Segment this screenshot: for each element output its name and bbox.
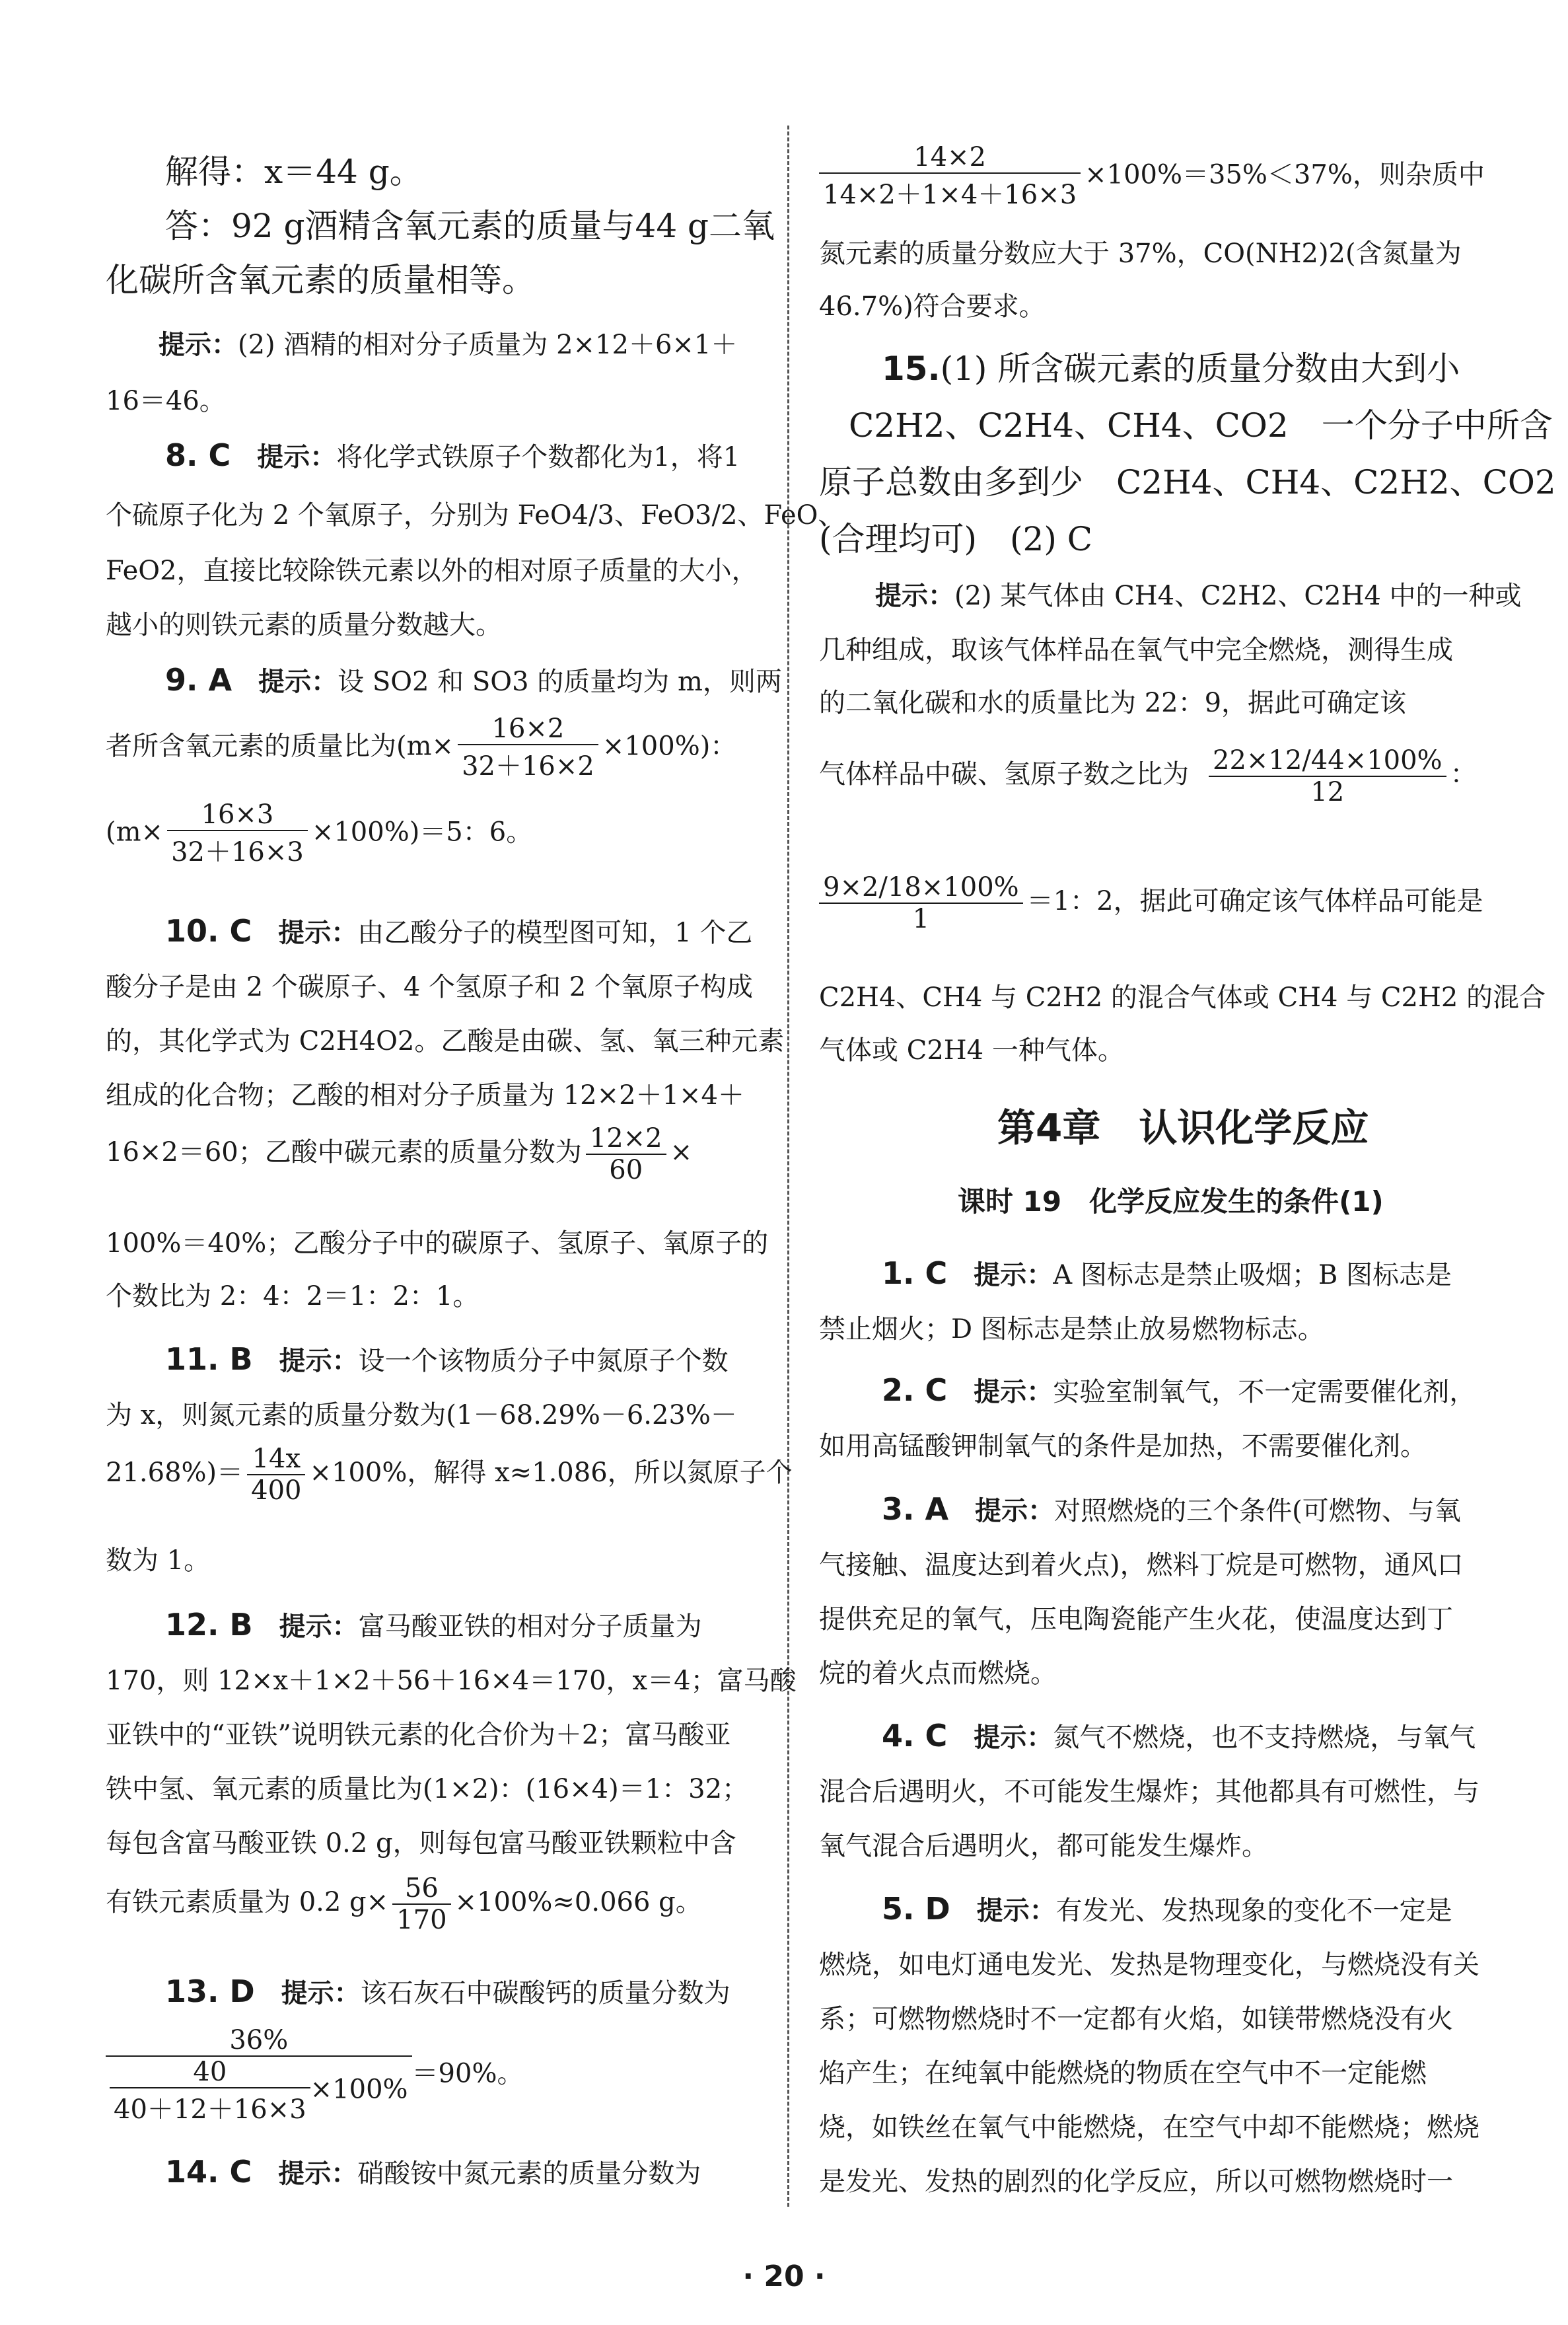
hint-label: 提示： (976, 1896, 1056, 1926)
text-segment: 者所含氧元素的质量比为(m× (106, 731, 454, 762)
answer-5 (882, 1890, 1452, 1927)
answer-text: (1) 所含碳元素的质量分数由大到小 (940, 350, 1460, 388)
formula-line (106, 1444, 793, 1506)
question-number: 10. C (165, 913, 252, 949)
question-15 (882, 342, 1460, 390)
text-line: 几种组成，取该气体样品在氧气中完全燃烧，测得生成 (819, 635, 1453, 665)
hint-line (159, 324, 737, 361)
hint-text: 该石灰石中碳酸钙的质量分数为 (360, 1978, 731, 2009)
lesson-title: 课时 19 化学反应发生的条件(1) (958, 1185, 1384, 1218)
question-number: 12. B (165, 1607, 253, 1642)
text-line: 焰产生；在纯氧中能燃烧的物质在空气中不一定能燃 (819, 2058, 1427, 2088)
text-line: C2H2、C2H4、CH4、CO2 一个分子中所含 (849, 406, 1553, 445)
text-line: 是发光、发热的剧烈的化学反应，所以可燃物燃烧时一 (819, 2166, 1453, 2197)
question-number: 8. C (165, 437, 231, 473)
numerator: 56 (392, 1873, 450, 1905)
text-line: 越小的则铁元素的质量分数越大。 (106, 610, 502, 640)
text-line: 气体或 C2H4 一种气体。 (819, 1035, 1124, 1066)
question-number: 11. B (165, 1341, 253, 1377)
hint-text: (2) 酒精的相对分子质量为 2×12＋6×1＋ (238, 330, 738, 360)
text-line: 混合后遇明火，不可能发生爆炸；其他都具有可燃性，与 (819, 1777, 1479, 1807)
hint-text: 由乙酸分子的模型图可知，1 个乙 (357, 918, 753, 948)
text-line: 每包含富马酸亚铁 0.2 g，则每包富马酸亚铁颗粒中含 (106, 1828, 736, 1859)
text-segment: ×100%)： (602, 731, 737, 762)
hint-text: 对照燃烧的三个条件(可燃物、与氧 (1054, 1496, 1461, 1526)
numerator: 16×2 (458, 714, 598, 745)
question-13 (165, 1972, 731, 2010)
hint-label: 提示： (278, 918, 358, 948)
text-segment: ×100%)＝5：6。 (311, 817, 533, 848)
chapter-title: 第4章 认识化学反应 (997, 1105, 1369, 1150)
fraction (819, 142, 1081, 211)
denominator: 170 (396, 1905, 447, 1935)
fraction (1209, 745, 1446, 807)
numerator: 9×2/18×100% (819, 872, 1023, 904)
answer-2 (882, 1371, 1476, 1409)
text-line: C2H4、CH4 与 C2H2 的混合气体或 CH4 与 C2H2 的混合 (819, 982, 1546, 1013)
fraction (458, 714, 598, 783)
text-line: 原子总数由多到少 C2H4、CH4、C2H2、CO2 (819, 463, 1556, 501)
hint-text: 氮气不燃烧，也不支持燃烧，与氧气 (1053, 1722, 1476, 1753)
fraction (167, 799, 308, 869)
text-segment: ＝1：2，据此可确定该气体样品可能是 (1026, 886, 1483, 916)
hint-label: 提示： (875, 581, 954, 611)
formula-line (106, 799, 532, 869)
question-number: 9. A (165, 662, 232, 698)
text-line: 酸分子是由 2 个碳原子、4 个氢原子和 2 个氧原子构成 (106, 972, 753, 1002)
hint-label: 提示： (279, 1346, 359, 1376)
text-segment: (m× (106, 817, 164, 848)
answer-4 (882, 1716, 1476, 1754)
hint-text: (2) 某气体由 CH4、C2H2、C2H4 中的一种或 (954, 581, 1522, 611)
formula-line (819, 872, 1483, 934)
formula-line (819, 745, 1477, 807)
text-segment: 21.68%)＝ (106, 1458, 244, 1488)
text-line: 组成的化合物；乙酸的相对分子质量为 12×2＋1×4＋ (106, 1080, 744, 1111)
formula-line (106, 1123, 692, 1185)
denominator: 32＋16×3 (171, 837, 304, 867)
page-number: · 20 · (742, 2260, 826, 2293)
fraction (247, 1444, 305, 1506)
text-line: 烷的着火点而燃烧。 (819, 1658, 1057, 1689)
hint-label: 提示： (258, 667, 338, 697)
denominator: 40＋12＋16×3 (114, 2094, 306, 2125)
question-11 (165, 1340, 729, 1378)
text-line: 燃烧，如电灯通电发光、发热是物理变化，与燃烧没有关 (819, 1950, 1479, 1980)
hint-label: 提示： (278, 2159, 358, 2189)
text-line: 烧，如铁丝在氧气中能燃烧，在空气中却不能燃烧；燃烧 (819, 2112, 1479, 2143)
answer-3 (882, 1490, 1461, 1528)
text-segment: ×100%≈0.066 g。 (454, 1887, 702, 1917)
text-line: 氧气混合后遇明火，都可能发生爆炸。 (819, 1831, 1268, 1861)
denominator: 14×2＋1×4＋16×3 (823, 180, 1077, 210)
hint-label: 提示： (975, 1496, 1055, 1526)
fraction (106, 2025, 412, 2126)
hint-label: 提示： (281, 1978, 361, 2009)
formula-line (819, 142, 1485, 211)
text-segment: × (670, 1137, 693, 1167)
question-8 (165, 436, 740, 474)
text-segment: ： (1450, 759, 1477, 790)
hint-label: 提示： (257, 442, 337, 472)
text-line: 100%＝40%；乙酸分子中的碳原子、氢原子、氧原子的 (106, 1228, 769, 1259)
hint-text: 有发光、发热现象的变化不一定是 (1055, 1896, 1452, 1926)
text-line: 个数比为 2：4：2＝1：2：1。 (106, 1281, 480, 1311)
hint-text: 设一个该物质分子中氮原子个数 (358, 1346, 729, 1376)
text-line: 亚铁中的“亚铁”说明铁元素的化合价为＋2；富马酸亚 (106, 1720, 731, 1750)
text-segment: 有铁元素质量为 0.2 g× (106, 1887, 389, 1917)
numerator: 16×3 (167, 799, 308, 831)
question-number: 5. D (882, 1891, 950, 1927)
column-divider (787, 126, 789, 2207)
question-number: 13. D (165, 1974, 255, 2009)
question-10 (165, 912, 752, 949)
text-line: 170，则 12×x＋1×2＋56＋16×4＝170，x＝4；富马酸 (106, 1666, 797, 1696)
hint-text: A 图标志是禁止吸烟；B 图标志是 (1053, 1260, 1452, 1290)
hint-line (875, 575, 1522, 612)
question-number: 1. C (882, 1255, 948, 1291)
text-line: 解得：x＝44 g。 (165, 153, 423, 191)
numerator: 40 (110, 2057, 310, 2088)
text-line: 禁止烟火；D 图标志是禁止放易燃物标志。 (819, 1314, 1324, 1345)
formula-line (106, 1873, 702, 1935)
numerator: 22×12/44×100% (1209, 745, 1446, 777)
hint-text: 富马酸亚铁的相对分子质量为 (358, 1611, 702, 1642)
hint-label: 提示： (974, 1722, 1053, 1753)
fraction (819, 872, 1023, 934)
text-line: 46.7%)符合要求。 (819, 291, 1046, 322)
question-number: 15. (882, 350, 941, 388)
denominator (106, 2057, 412, 2126)
compound-fraction (106, 2025, 523, 2126)
text-line: FeO2，直接比较除铁元素以外的相对原子质量的大小， (106, 556, 758, 586)
text-segment: ×100%，解得 x≈1.086，所以氮原子个 (309, 1458, 793, 1488)
question-14 (165, 2153, 701, 2190)
denominator: 32＋16×2 (462, 751, 594, 782)
text-segment: ×100% (310, 2074, 408, 2105)
text-line: 答：92 g酒精含氧元素的质量与44 g二氧 (165, 207, 775, 245)
hint-label: 提示： (279, 1611, 359, 1642)
text-segment: 16×2＝60；乙酸中碳元素的质量分数为 (106, 1137, 582, 1167)
text-line: 气接触、温度达到着火点)，燃料丁烷是可燃物，通风口 (819, 1550, 1464, 1580)
hint-text: 将化学式铁原子个数都化为1，将1 (336, 442, 740, 472)
numerator: 14×2 (819, 142, 1081, 174)
text-segment: ×100%＝35%＜37%，则杂质中 (1085, 159, 1485, 190)
fraction (392, 1873, 450, 1935)
fraction (110, 2057, 310, 2126)
question-number: 14. C (165, 2154, 252, 2190)
question-12 (165, 1605, 702, 1643)
fraction (586, 1123, 666, 1185)
text-line: 氮元素的质量分数应大于 37%，CO(NH2)2(含氮量为 (819, 239, 1462, 269)
text-line: (合理均可) (2) C (819, 520, 1092, 558)
numerator: 12×2 (586, 1123, 666, 1155)
denominator: 12 (1310, 777, 1345, 807)
hint-label: 提示： (159, 330, 238, 360)
text-line: 铁中氢、氧元素的质量比为(1×2)：(16×4)＝1：32； (106, 1774, 749, 1804)
question-number: 2. C (882, 1372, 948, 1408)
hint-label: 提示： (974, 1377, 1053, 1407)
text-segment: ＝90%。 (411, 2058, 524, 2089)
question-9 (165, 661, 782, 698)
text-line: 16＝46。 (106, 386, 226, 416)
numerator: 36% (106, 2025, 412, 2057)
hint-text: 硝酸铵中氮元素的质量分数为 (357, 2159, 701, 2189)
question-number: 4. C (882, 1718, 948, 1753)
numerator: 14x (247, 1444, 305, 1475)
text-line: 数为 1。 (106, 1545, 211, 1576)
denominator: 400 (251, 1475, 302, 1506)
denominator: 1 (912, 904, 930, 934)
question-number: 3. A (882, 1491, 949, 1527)
text-line: 化碳所含氧元素的质量相等。 (106, 261, 535, 299)
hint-text: 设 SO2 和 SO3 的质量均为 m，则两 (338, 667, 782, 697)
answer-1 (882, 1254, 1452, 1292)
text-line: 的二氧化碳和水的质量比为 22：9，据此可确定该 (819, 688, 1407, 718)
text-line: 的，其化学式为 C2H4O2。乙酸是由碳、氢、氧三种元素 (106, 1026, 785, 1056)
denominator: 60 (609, 1155, 643, 1185)
text-segment: 气体样品中碳、氢原子数之比为 (819, 759, 1189, 790)
text-line: 为 x，则氮元素的质量分数为(1－68.29%－6.23%－ (106, 1400, 737, 1430)
hint-text: 实验室制氧气，不一定需要催化剂， (1053, 1377, 1476, 1407)
formula-line (106, 714, 736, 783)
text-line: 提供充足的氧气，压电陶瓷能产生火花，使温度达到丁 (819, 1604, 1453, 1635)
hint-label: 提示： (974, 1260, 1053, 1290)
text-line: 个硫原子化为 2 个氧原子，分别为 FeO4/3、FeO3/2、FeO、 (106, 500, 845, 531)
text-line: 系；可燃物燃烧时不一定都有火焰，如镁带燃烧没有火 (819, 2004, 1453, 2034)
text-line: 如用高锰酸钾制氧气的条件是加热，不需要催化剂。 (819, 1431, 1427, 1461)
